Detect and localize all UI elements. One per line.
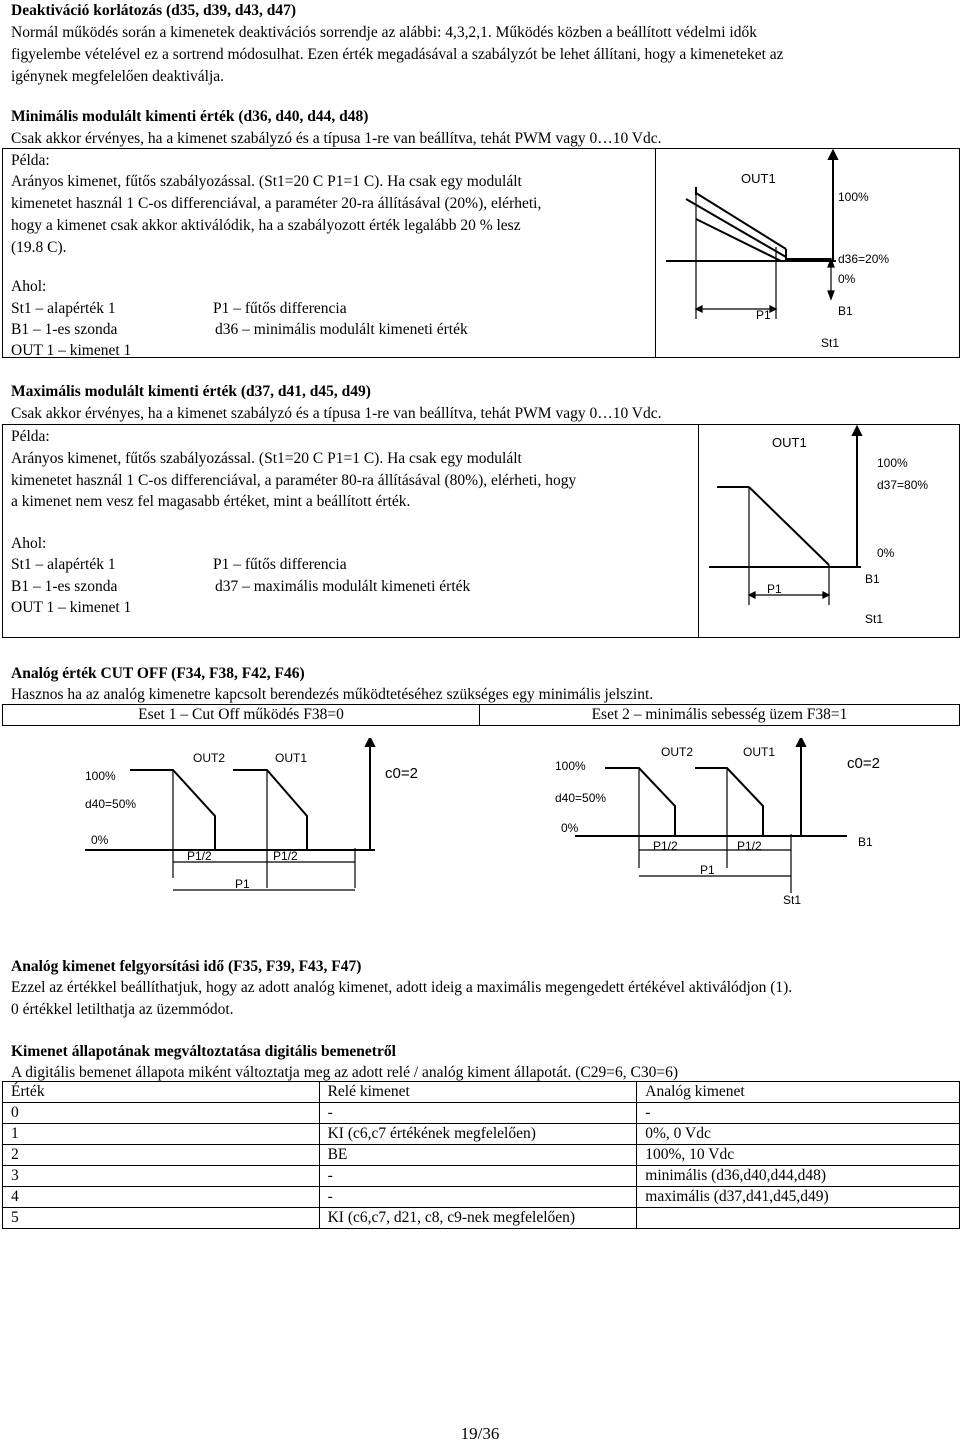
max-chart-out: OUT1 bbox=[772, 435, 807, 450]
min-chart-mid: d36=20% bbox=[838, 252, 890, 266]
max-chart-top: 100% bbox=[877, 456, 908, 470]
cut-case1: Eset 1 – Cut Off működés F38=0 bbox=[138, 706, 344, 723]
table-header-row bbox=[3, 1082, 960, 1103]
cell: 2 bbox=[3, 1145, 320, 1166]
min-st1: St1 – alapérték 1 bbox=[11, 300, 116, 317]
max-chart-p1: P1 bbox=[767, 582, 782, 596]
accel-line-1: Ezzel az értékkel beállíthatjuk, hogy az adott analóg kimenet, adott ideig a maximális megengedett értékével aktiválódjon (1). bbox=[11, 979, 793, 996]
min-pelda: Példa: bbox=[11, 152, 50, 169]
cell: 3 bbox=[3, 1166, 320, 1187]
accel-line-2: 0 értékkel letilthatja az üzemmódot. bbox=[11, 1001, 234, 1018]
min-chart bbox=[656, 149, 959, 357]
min-desc: Csak akkor érvényes, ha a kimenet szabályzó és a típusa 1-re van beállítva, tehát PWM vagy 0…10 Vdc. bbox=[11, 130, 662, 147]
min-out: OUT 1 – kimenet 1 bbox=[11, 342, 132, 359]
cut1-zero: 0% bbox=[91, 833, 109, 847]
cell: - bbox=[319, 1103, 637, 1124]
cut2-b1: B1 bbox=[858, 835, 873, 849]
max-p1: P1 – fűtős differencia bbox=[213, 556, 347, 573]
cut1-mid: d40=50% bbox=[85, 797, 137, 811]
cut2-top: 100% bbox=[555, 759, 586, 773]
cut2-out2: OUT2 bbox=[661, 745, 694, 759]
cell bbox=[637, 1208, 960, 1229]
deact-title: Deaktiváció korlátozás (d35, d39, d43, d47) bbox=[11, 2, 297, 19]
cell: - bbox=[637, 1103, 960, 1124]
table-row bbox=[3, 1124, 960, 1145]
max-text-3: a kimenet nem vesz fel magasabb értéket, mint a beállított érték. bbox=[11, 493, 411, 510]
table-row bbox=[3, 1103, 960, 1124]
min-ahol: Ahol: bbox=[11, 278, 47, 295]
cut1-out2: OUT2 bbox=[193, 751, 226, 765]
min-text-2: kimenetet használ 1 C-os differenciával, a paraméter 20-ra állításával (20%), elérheti, bbox=[11, 195, 542, 212]
cell: 4 bbox=[3, 1187, 320, 1208]
max-chart-b1: B1 bbox=[865, 572, 880, 586]
cut1-p12b: P1/2 bbox=[273, 849, 298, 863]
deact-line-2: figyelembe vételével ez a sortrend módosulhat. Ezen érték megadásával a szabályzót be lehet állítani, hogy a kimeneteket az bbox=[11, 46, 784, 63]
max-b1: B1 – 1-es szonda bbox=[11, 578, 118, 595]
max-chart-zero: 0% bbox=[877, 546, 895, 560]
cell: 5 bbox=[3, 1208, 320, 1229]
cell: 1 bbox=[3, 1124, 320, 1145]
cut2-st1: St1 bbox=[783, 893, 802, 907]
min-chart-out: OUT1 bbox=[741, 171, 776, 186]
max-text-2: kimenetet használ 1 C-os differenciával, a paraméter 80-ra állításával (80%), elérheti, hogy bbox=[11, 472, 577, 489]
min-chart-zero: 0% bbox=[838, 272, 856, 286]
cut1-top: 100% bbox=[85, 769, 116, 783]
cell: - bbox=[319, 1187, 637, 1208]
deact-line-1: Normál működés során a kimenetek deaktivációs sorrendje az alábbi: 4,3,2,1. Működés közben a beállított védelmi idők bbox=[11, 24, 757, 41]
cell: KI (c6,c7, d21, c8, c9-nek megfelelően) bbox=[319, 1208, 637, 1229]
th-rele: Relé kimenet bbox=[319, 1082, 637, 1103]
min-chart-p1: P1 bbox=[756, 308, 771, 322]
max-text-1: Arányos kimenet, fűtős szabályozással. (St1=20 C P1=1 C). Ha csak egy modulált bbox=[11, 450, 522, 467]
cut1-p12a: P1/2 bbox=[187, 849, 212, 863]
cell: BE bbox=[319, 1145, 637, 1166]
min-chart-b1: B1 bbox=[838, 304, 853, 318]
deact-line-3: igénynek megfelelően deaktiválja. bbox=[11, 68, 225, 85]
cell: 0%, 0 Vdc bbox=[637, 1124, 960, 1145]
cut1-c0: c0=2 bbox=[385, 765, 418, 782]
th-analog: Analóg kimenet bbox=[637, 1082, 960, 1103]
digi-desc: A digitális bemenet állapota miként változtatja meg az adott relé / analóg kiment állapotát. (C29=6, C30=6) bbox=[11, 1064, 678, 1081]
cut2-p1: P1 bbox=[700, 863, 715, 877]
cut1-p1: P1 bbox=[235, 877, 250, 891]
cut2-zero: 0% bbox=[561, 821, 579, 835]
min-d36: d36 – minimális modulált kimeneti érték bbox=[215, 321, 468, 338]
page-number: 19/36 bbox=[460, 1424, 500, 1443]
min-p1: P1 – fűtős differencia bbox=[213, 300, 347, 317]
max-chart-st1: St1 bbox=[865, 612, 884, 626]
min-chart-st1: St1 bbox=[821, 336, 840, 350]
max-pelda: Példa: bbox=[11, 428, 50, 445]
max-desc: Csak akkor érvényes, ha a kimenet szabályzó és a típusa 1-re van beállítva, tehát PWM vagy 0…10 Vdc. bbox=[11, 405, 662, 422]
cell: 100%, 10 Vdc bbox=[637, 1145, 960, 1166]
cut-chart-1 bbox=[85, 738, 445, 908]
cell: maximális (d37,d41,d45,d49) bbox=[637, 1187, 960, 1208]
max-ahol: Ahol: bbox=[11, 535, 47, 552]
cut2-c0: c0=2 bbox=[847, 755, 880, 772]
cut-case2: Eset 2 – minimális sebesség üzem F38=1 bbox=[591, 706, 848, 723]
table-row bbox=[3, 1208, 960, 1229]
accel-title: Analóg kimenet felgyorsítási idő (F35, F39, F43, F47) bbox=[11, 958, 362, 975]
max-chart-mid: d37=80% bbox=[877, 478, 929, 492]
max-title: Maximális modulált kimenti érték (d37, d41, d45, d49) bbox=[11, 383, 371, 400]
digi-table bbox=[2, 1081, 960, 1229]
min-text-3: hogy a kimenet csak akkor aktiválódik, ha a szabályozott érték legalább 20 % lesz bbox=[11, 217, 521, 234]
cut2-out1: OUT1 bbox=[743, 745, 776, 759]
max-chart bbox=[699, 425, 959, 637]
min-chart-top: 100% bbox=[838, 190, 869, 204]
min-b1: B1 – 1-es szonda bbox=[11, 321, 118, 338]
th-ertek: Érték bbox=[3, 1082, 320, 1103]
cut-chart-2 bbox=[555, 738, 935, 910]
cut2-p12b: P1/2 bbox=[737, 839, 762, 853]
max-st1: St1 – alapérték 1 bbox=[11, 556, 116, 573]
table-row bbox=[3, 1187, 960, 1208]
cell: minimális (d36,d40,d44,d48) bbox=[637, 1166, 960, 1187]
min-text-4: (19.8 C). bbox=[11, 239, 67, 256]
table-row bbox=[3, 1166, 960, 1187]
cut-desc: Hasznos ha az analóg kimenetre kapcsolt berendezés működtetéséhez szükséges egy minimális jelszint. bbox=[11, 686, 654, 703]
cell: KI (c6,c7 értékének megfelelően) bbox=[319, 1124, 637, 1145]
cut2-mid: d40=50% bbox=[555, 791, 607, 805]
min-title: Minimális modulált kimenti érték (d36, d40, d44, d48) bbox=[11, 108, 369, 125]
cut-title: Analóg érték CUT OFF (F34, F38, F42, F46) bbox=[11, 665, 305, 682]
cell: 0 bbox=[3, 1103, 320, 1124]
max-out: OUT 1 – kimenet 1 bbox=[11, 599, 132, 616]
digi-title: Kimenet állapotának megváltoztatása digitális bemenetről bbox=[11, 1043, 396, 1060]
cell: - bbox=[319, 1166, 637, 1187]
cut1-out1: OUT1 bbox=[275, 751, 308, 765]
table-row bbox=[3, 1145, 960, 1166]
max-d37: d37 – maximális modulált kimeneti érték bbox=[215, 578, 471, 595]
cut2-p12a: P1/2 bbox=[653, 839, 678, 853]
min-text-1: Arányos kimenet, fűtős szabályozással. (St1=20 C P1=1 C). Ha csak egy modulált bbox=[11, 173, 522, 190]
